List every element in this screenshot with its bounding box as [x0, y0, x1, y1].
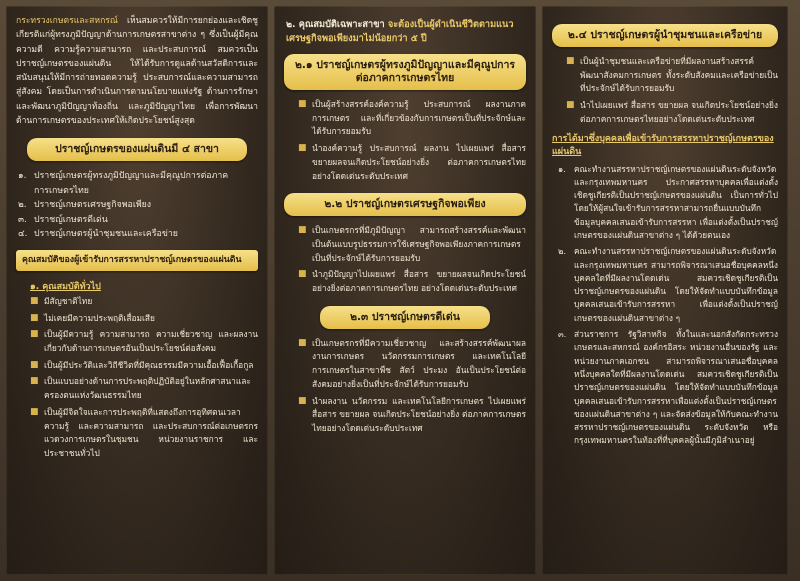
intro-ministry-name: กระทรวงเกษตรและสหกรณ์	[16, 16, 118, 26]
list-item	[30, 406, 258, 461]
section-2-2-banner: ๒.๒ ปราชญ์เกษตรเศรษฐกิจพอเพียง	[284, 193, 526, 216]
bullet-icon: ■	[298, 269, 307, 280]
heading-text: ๒. คุณสมบัติเฉพาะสาขา	[286, 19, 388, 30]
list-number: ๓.	[18, 214, 27, 225]
list-item	[30, 359, 258, 373]
list-item	[18, 213, 258, 228]
bullet-icon: ■	[30, 376, 39, 387]
bullet-icon: ■	[298, 337, 307, 348]
intro-text: เห็นสมควรให้มีการยกย่องและเชิดชูเกียรติแก่ผู้ทรงภูมิปัญญาด้านการเกษตรสาขาต่าง ๆ ซึ่งเป็นผู้มีคุณความดี ความรู้ความสามารถ และประสบการณ์ สมควรเป็นปราชญ์เกษตรของแผ่นดิน ให้ได้รับการดูแลด้านสวัสดิการและสนับสนุนให้มีการถ่ายทอดความรู้ ประสบการณ์และความสามารถสู่สังคม โดยเป็นการดำเนินการตามนโยบายแห่งรัฐ ด้านการรักษาและพัฒนาภูมิปัญญาท้องถิ่น และภูมิปัญญาไทย เพื่อการพัฒนาด้านการเกษตรของประเทศให้เกิดประโยชน์สูงสุด	[16, 16, 258, 127]
bullet-icon: ■	[30, 295, 39, 306]
list-text: เป็นแบบอย่างด้านการประพฤติปฏิบัติอยู่ในหลักศาสนาและครองตนแห่งวัฒนธรรมไทย	[44, 376, 251, 401]
list-number: ๒.	[558, 246, 567, 257]
bullet-icon: ■	[566, 100, 575, 111]
list-item	[298, 142, 526, 183]
column-middle	[274, 6, 536, 575]
bullet-icon: ■	[298, 143, 307, 154]
list-item	[298, 98, 526, 139]
nomination-heading: การได้มาซึ่งบุคคลเพื่อเข้ารับการสรรหาปราชญ์เกษตรของแผ่นดิน	[552, 133, 774, 157]
list-number: ๑.	[18, 171, 27, 182]
qualifications-banner: คุณสมบัติของผู้เข้ารับการสรรหาปราชญ์เกษตรของแผ่นดิน	[16, 250, 258, 271]
list-item	[18, 198, 258, 213]
list-item	[30, 375, 258, 402]
list-text: คณะทำงานสรรหาปราชญ์เกษตรของแผ่นดินระดับจังหวัดและกรุงเทพมหานคร ประกาศสรรหาบุคคลเพื่อแต่งตั้งเชิดชูเกียรติเป็นปราชญ์เกษตรของแผ่นดิน เป็นการทั่วไป โดยให้ผู้สนใจเข้ารับการสรรหาสามารถยื่นแบบบันทึกข้อมูลบุคคลเสนอเข้ารับการสรรหา เพื่อแต่งตั้งเป็นปราชญ์เกษตรของแผ่นดินสาขาต่าง ๆ ได้ด้วยตนเอง	[574, 163, 778, 240]
bullet-icon: ■	[298, 225, 307, 236]
list-item	[298, 268, 526, 295]
list-item	[30, 312, 258, 326]
list-text: ปราชญ์เกษตรผู้ทรงภูมิปัญญาและมีคุณูปการต่อภาคการเกษตรไทย	[34, 171, 229, 196]
list-text: เป็นผู้มีความรู้ ความสามารถ ความเชี่ยวชาญ และผลงานเกี่ยวกับด้านการเกษตรอันเป็นประโยชน์ต่อสังคม	[44, 329, 258, 353]
list-number: ๔.	[18, 229, 28, 240]
bullet-icon: ■	[30, 406, 39, 417]
section-2-4-list	[552, 55, 778, 127]
bullet-icon: ■	[30, 359, 39, 370]
list-text: นำผลงาน นวัตกรรม และเทคโนโลยีการเกษตร ไปเผยแพร่ สื่อสาร ขยายผล จนเกิดประโยชน์อย่างยิ่ง ต่อภาคการเกษตรไทยอย่างโดดเด่นระดับประเทศ	[312, 395, 526, 433]
section-2-1-list	[284, 98, 526, 183]
section-2-1-banner: ๒.๑ ปราชญ์เกษตรผู้ทรงภูมิปัญญาและมีคุณูปการต่อภาคการเกษตรไทย	[284, 54, 526, 90]
list-item	[566, 55, 778, 96]
section-2-4-banner: ๒.๔ ปราชญ์เกษตรผู้นำชุมชนและเครือข่าย	[552, 24, 778, 47]
list-item	[18, 227, 258, 242]
list-item	[30, 328, 258, 355]
list-text: เป็นเกษตรกรที่มีความเชี่ยวชาญ และสร้างสรรค์พัฒนาผลงานการเกษตร นวัตกรรมการเกษตร และเทคโนโลยีการเกษตรในสาขาพืช สัตว์ ประมง อันเป็นประโยชน์ต่อสังคมอย่างยิ่งเป็นที่ประจักษ์ได้รับการยอมรับ	[312, 337, 526, 389]
heading-highlight: จะต้องเป็นผู้ดำเนินชีวิตตามแนวเศรษฐกิจพอเพียงมาไม่น้อยกว่า ๕ ปี	[286, 19, 514, 44]
list-text: ส่วนราชการ รัฐวิสาหกิจ ทั้งในและนอกสังกัดกระทรวงเกษตรและสหกรณ์ องค์กรอิสระ หน่วยงานอื่นของรัฐ และหน่วยงานภาคเอกชน สามารถพิจารณาเสนอชื่อบุคคลหนึ่งบุคคลใดที่มีผลงานโดดเด่น สมควรเชิดชูเกียรติเป็นปราชญ์เกษตรของแผ่นดิน โดยให้จัดทำแบบบันทึกข้อมูลบุคคลเสนอเข้ารับการสรรหาเพื่อแต่งตั้งเป็นปราชญ์เกษตรของแผ่นดินสาขาต่าง ๆ และจัดส่งข้อมูลให้กับคณะทำงานสรรหาปราชญ์เกษตรของแผ่นดิน ระดับจังหวัด หรือกรุงเทพมหานครในท้องที่ที่บุคคลผู้นั้นมีภูมิลำเนาอยู่	[574, 329, 778, 446]
bullet-icon: ■	[566, 56, 575, 66]
list-item	[566, 99, 778, 126]
list-text: เป็นผู้นำชุมชนและเครือข่ายที่มีผลงานสร้างสรรค์ พัฒนาสังคมการเกษตร ทั้งระดับสังคมและเครือข่ายเป็นที่ประจักษ์ได้รับการยอมรับ	[580, 56, 778, 94]
list-text: ปราชญ์เกษตรเศรษฐกิจพอเพียง	[34, 200, 152, 211]
bullet-icon: ■	[298, 395, 307, 406]
section-2-3-list	[284, 337, 526, 436]
list-item	[558, 163, 778, 243]
bullet-icon: ■	[30, 312, 39, 323]
list-item	[298, 395, 526, 436]
bullet-icon: ■	[298, 99, 307, 109]
section-2-3-banner: ๒.๓ ปราชญ์เกษตรดีเด่น	[320, 306, 490, 329]
list-item	[558, 245, 778, 325]
list-number: ๑.	[558, 163, 566, 174]
list-text: นำภูมิปัญญาไปเผยแพร่ สื่อสาร ขยายผลจนเกิดประโยชน์อย่างยิ่งต่อภาคการเกษตรไทย อย่างโดดเด่นระดับประเทศ	[312, 269, 526, 294]
list-text: นำองค์ความรู้ ประสบการณ์ ผลงาน ไปเผยแพร่ สื่อสาร ขยายผลจนเกิดประโยชน์อย่างยิ่ง ต่อภาคการเกษตรไทยอย่างโดดเด่นระดับประเทศ	[312, 143, 526, 181]
specific-qualifications-heading	[286, 18, 524, 46]
list-text: ไม่เคยมีความประพฤติเสื่อมเสีย	[44, 312, 155, 323]
column-left	[6, 6, 268, 575]
branches-list	[16, 169, 258, 242]
general-qualifications-heading: ๑. คุณสมบัติทั่วไป	[30, 281, 101, 292]
list-text: เป็นเกษตรกรที่มีภูมิปัญญา สามารถสร้างสรรค์และพัฒนาเป็นต้นแบบรูปธรรมการใช้เศรษฐกิจพอเพียงภาคการเกษตรเป็นที่ประจักษ์ได้รับการยอมรับ	[312, 225, 526, 263]
list-text: คณะทำงานสรรหาปราชญ์เกษตรของแผ่นดินระดับจังหวัดและกรุงเทพมหานคร สามารถพิจารณาเสนอชื่อบุคคลหนึ่งบุคคลใดที่มีผลงานโดดเด่น สมควรเชิดชูเกียรติเป็นปราชญ์เกษตรของแผ่นดิน โดยให้จัดทำแบบบันทึกข้อมูลบุคคลเสนอเข้ารับการสรรหา เพื่อแต่งตั้งเป็นปราชญ์เกษตรของแผ่นดินสาขาต่าง ๆ	[574, 246, 778, 323]
list-text: เป็นผู้สร้างสรรค์องค์ความรู้ ประสบการณ์ ผลงานภาคการเกษตร และที่เกี่ยวข้องกับการเกษตรเป็นที่ประจักษ์และได้รับการยอมรับ	[312, 99, 526, 137]
nomination-methods-list	[552, 163, 778, 448]
list-text: เป็นผู้มีจิตใจและการประพฤติที่แสดงถึงการอุทิศตนเวลา ความรู้ และความสามารถ และประสบการณ์ต่อเกษตรกร แวดวงการเกษตรในชุมชน หน่วยงานราชการ และประชาชนทั่วไป	[44, 406, 258, 458]
bullet-icon: ■	[30, 329, 39, 340]
list-number: ๓.	[558, 329, 567, 340]
column-right	[542, 6, 788, 575]
intro-paragraph	[16, 14, 258, 128]
branches-banner: ปราชญ์เกษตรของแผ่นดินมี ๔ สาขา	[27, 138, 247, 161]
list-item	[30, 295, 258, 309]
list-text: มีสัญชาติไทย	[44, 295, 93, 306]
list-text: ปราชญ์เกษตรดีเด่น	[34, 214, 108, 225]
list-item	[18, 169, 258, 198]
list-item	[558, 328, 778, 448]
section-2-2-list	[284, 224, 526, 296]
general-qualifications-list	[16, 295, 258, 461]
list-text: นำไปเผยแพร่ สื่อสาร ขยายผล จนเกิดประโยชน์อย่างยิ่งต่อภาคการเกษตรไทยอย่างโดดเด่นระดับประเทศ	[580, 100, 778, 124]
list-item	[298, 224, 526, 265]
list-item	[298, 337, 526, 392]
list-number: ๒.	[18, 200, 27, 211]
list-text: ปราชญ์เกษตรผู้นำชุมชนและเครือข่าย	[34, 229, 178, 240]
list-text: เป็นผู้มีประวัติและวิถีชีวิตที่มีคุณธรรมมีความเอื้อเฟื้อเกื้อกูล	[44, 359, 254, 370]
